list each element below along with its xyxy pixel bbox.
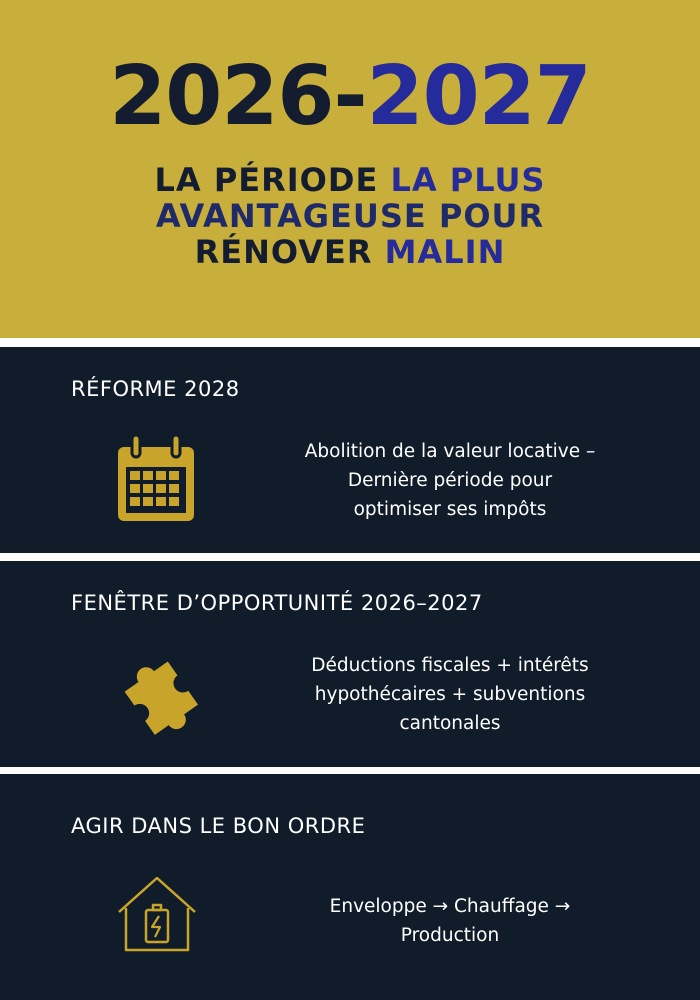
text-line-3: optimiser ses impôts xyxy=(353,499,547,520)
section-title: RÉFORME 2028 xyxy=(71,377,240,401)
section-opportunite xyxy=(0,561,700,767)
calendar-icon xyxy=(116,433,196,523)
subtitle-line-3-dark: RÉNOVER xyxy=(194,233,385,271)
text-line-2: Dernière période pour xyxy=(347,470,553,491)
section-text xyxy=(272,892,628,950)
subtitle-line-1-dark: LA PÉRIODE xyxy=(154,161,391,199)
text-line-1: Enveloppe → Chauffage → xyxy=(329,896,571,917)
subtitle-line-3-blue: MALIN xyxy=(384,233,506,271)
header-banner xyxy=(0,0,700,338)
subtitle-line-2-text: AVANTAGEUSE POUR xyxy=(155,197,545,235)
subtitle-line-1-blue: LA PLUS xyxy=(390,161,546,199)
section-text xyxy=(272,651,628,738)
section-ordre xyxy=(0,774,700,1000)
puzzle-piece-icon xyxy=(110,645,204,739)
subtitle xyxy=(0,162,700,270)
subtitle-line-1 xyxy=(0,162,700,198)
text-line-3: cantonales xyxy=(399,713,501,734)
year-part-2: 2027 xyxy=(366,49,591,144)
subtitle-line-3 xyxy=(0,234,700,270)
house-energy-icon xyxy=(116,874,198,954)
subtitle-line-2 xyxy=(0,198,700,234)
text-line-1: Abolition de la valeur locative – xyxy=(304,441,596,462)
text-line-2: hypothécaires + subventions xyxy=(314,684,586,705)
section-title: AGIR DANS LE BON ORDRE xyxy=(71,814,366,838)
year-part-1: 2026- xyxy=(109,49,367,144)
text-line-1: Déductions fiscales + intérêts xyxy=(311,655,589,676)
section-reforme xyxy=(0,347,700,553)
section-title: FENÊTRE D’OPPORTUNITÉ 2026–2027 xyxy=(71,591,483,615)
section-text xyxy=(272,437,628,524)
text-line-2: Production xyxy=(400,925,500,946)
year-title xyxy=(0,49,700,144)
